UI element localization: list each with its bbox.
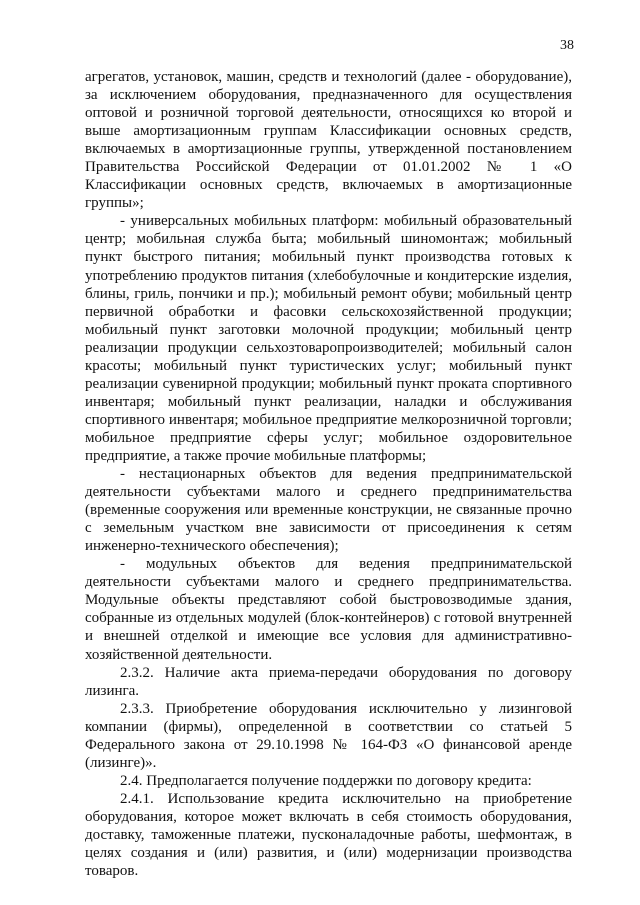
paragraph-mobile-platforms: - универсальных мобильных платформ: мобильный образовательный центр; мобильная служба быта; мобильный шиномонтаж; мобильный пункт быстрого питания; мобильный пункт производства готовых к употреблению продуктов питания (хлебобулочные и кондитерские изделия, блины, гриль, пончики и пр.); мобильный ремонт обуви; мобильный центр первичной обработки и фасовки сельскохозяйственной продукции; мобильный пункт заготовки молочной продукции; мобильный центр реализации продукции сельхозтоваропроизводителей; мобильный салон красоты; мобильный пункт туристических услуг; мобильный пункт реализации сувенирной продукции; мобильный пункт проката спортивного инвентаря; мобильный пункт реализации, наладки и обслуживания спортивного инвентаря; мобильное предприятие мелкорозничной торговли; мобильное предприятие сферы услуг; мобильное оздоровительное предприятие, а также прочие мобильные платформы; xyxy=(85,213,572,464)
paragraph-continuation: агрегатов, установок, машин, средств и технологий (далее - оборудование), за исключением оборудования, предназначенного для осуществления оптовой и розничной торговой деятельности, относящихся ко второй и выше амортизационным группам Классификации основных средств, включаемых в амортизационные группы, утвержденной постановлением Правительства Российской Федерации от 01.01.2002 № 1 «О Классификации основных средств, включаемых в амортизационные группы»; xyxy=(85,69,572,212)
page-number: 38 xyxy=(560,38,574,53)
paragraph-modular-objects: - модульных объектов для ведения предпринимательской деятельности субъектами малого и среднего предпринимательства. Модульные объекты представляют собой быстровозводимые здания, собранные из отдельных модулей (блок-контейнеров) с готовой внутренней и внешней отделкой и имеющие все условия для административно-хозяйственной деятельности. xyxy=(85,556,572,663)
paragraph-non-stationary-objects: - нестационарных объектов для ведения предпринимательской деятельности субъектами малого и среднего предпринимательства (временные сооружения или временные конструкции, не связанные прочно с земельным участком вне зависимости от присоединения к сетям инженерно-технического обеспечения); xyxy=(85,466,572,555)
paragraph-2-4-1: 2.4.1. Использование кредита исключительно на приобретение оборудования, которое может включать в себя стоимость оборудования, доставку, таможенные платежи, пусконаладочные работы, шефмонтаж, в целях создания и (или) развития, и (или) модернизации производства товаров. xyxy=(85,790,572,880)
paragraph-2-3-2: 2.3.2. Наличие акта приема-передачи оборудования по договору лизинга. xyxy=(85,664,572,699)
paragraph-2-3-3: 2.3.3. Приобретение оборудования исключительно у лизинговой компании (фирмы), определенной в соответствии со статьей 5 Федерального закона от 29.10.1998 № 164-ФЗ «О финансовой аренде (лизинге)». xyxy=(85,700,572,771)
paragraph-2-4: 2.4. Предполагается получение поддержки по договору кредита: xyxy=(120,772,532,789)
document-body xyxy=(85,68,572,880)
